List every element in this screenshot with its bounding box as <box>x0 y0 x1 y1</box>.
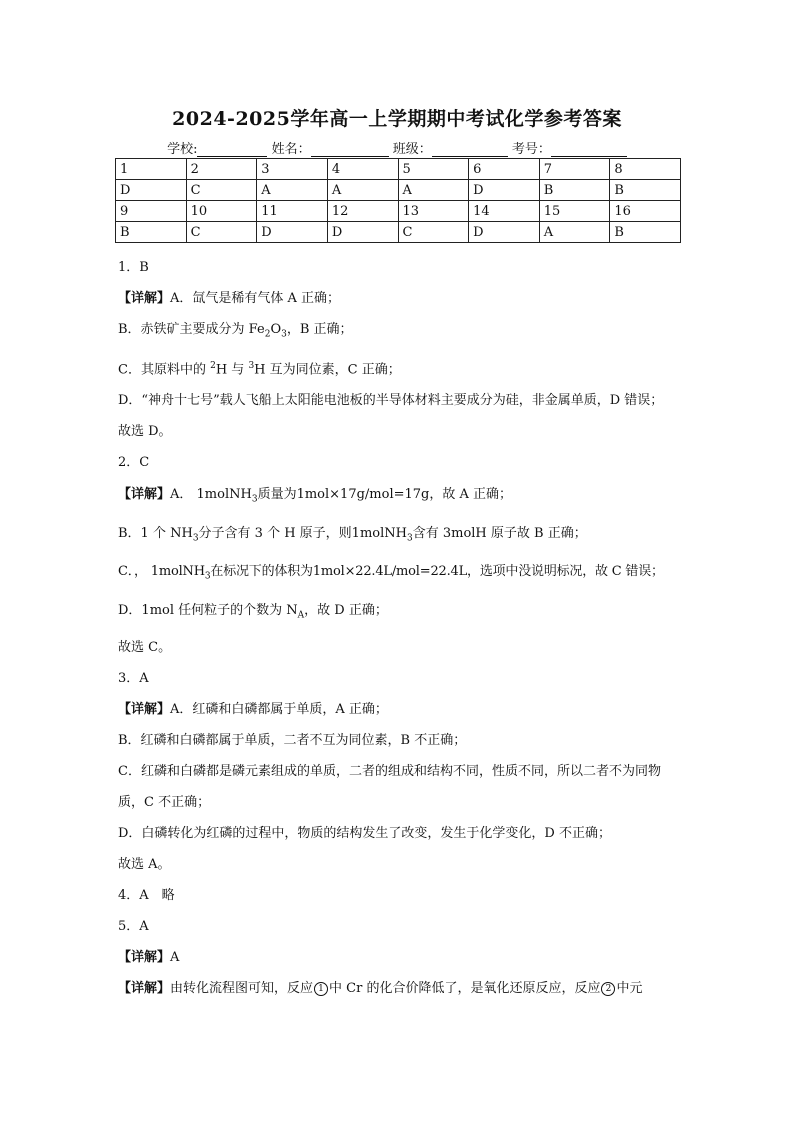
table-cell: C <box>186 222 257 243</box>
q1-option-b: B．赤铁矿主要成分为 $Fe_2O_3$，B 正确； <box>118 322 353 340</box>
table-cell: 9 <box>116 201 187 222</box>
q1-option-a: 【详解】A．氙气是稀有气体 A 正确； <box>118 291 341 306</box>
q5-answer: 5．A <box>118 919 149 935</box>
table-cell: 5 <box>398 159 469 180</box>
class-blank[interactable] <box>432 142 508 157</box>
q3-answer: 3．A <box>118 671 149 687</box>
q2-option-a: 【详解】A． 1molNH$_3$质量为1mol×17g/mol=17g，故 A 正确； <box>118 486 513 505</box>
explain-tag: 【详解】 <box>118 291 171 306</box>
circled-number: 2 <box>601 982 615 996</box>
q3-option-a: 【详解】A．红磷和白磷都属于单质，A 正确； <box>118 702 388 718</box>
table-cell: A <box>327 180 398 201</box>
table-row <box>116 222 681 243</box>
table-cell: 8 <box>610 159 681 180</box>
name-blank[interactable] <box>311 142 389 157</box>
table-cell: 3 <box>257 159 328 180</box>
q2-option-b: B．1 个 $NH_3$分子含有 3 个 H 原子，则1molNH$_3$含有 3molH 原子故 B 正确； <box>118 525 587 544</box>
table-cell: 6 <box>469 159 540 180</box>
q2-answer: 2．C <box>118 454 150 470</box>
q3-option-c: C．红磷和白磷都是磷元素组成的单质，二者的组成和结构不同，性质不同，所以二者不为同物质，C 不正确； <box>118 764 661 811</box>
q3-option-b: B．红磷和白磷都属于单质，二者不互为同位素，B 不正确； <box>118 733 467 749</box>
table-cell: B <box>539 180 610 201</box>
number-blank[interactable] <box>551 142 627 157</box>
number-label: 考号： <box>511 142 551 157</box>
table-cell: 14 <box>469 201 540 222</box>
table-cell: 4 <box>327 159 398 180</box>
table-cell: B <box>610 180 681 201</box>
answer-table <box>115 158 681 243</box>
table-cell: 10 <box>186 201 257 222</box>
table-cell: 16 <box>610 201 681 222</box>
explain-tag: 【详解】 <box>118 486 171 502</box>
table-cell: 1 <box>116 159 187 180</box>
table-cell: 11 <box>257 201 328 222</box>
table-row <box>116 201 681 222</box>
name-label: 姓名： <box>271 142 311 157</box>
table-cell: B <box>116 222 187 243</box>
q2-option-d: D．1mol 任何粒子的个数为 $N_A$，故 D 正确； <box>118 602 388 621</box>
table-cell: 13 <box>398 201 469 222</box>
table-cell: 7 <box>539 159 610 180</box>
circled-number: 1 <box>314 982 328 996</box>
table-cell: C <box>186 180 257 201</box>
table-cell: 12 <box>327 201 398 222</box>
table-cell: D <box>469 180 540 201</box>
explanations <box>118 252 683 1004</box>
q3-option-d: D．白磷转化为红磷的过程中，物质的结构发生了改变，发生于化学变化，D 不正确； <box>118 826 611 842</box>
q5-explain-2: 【详解】由转化流程图可知，反应 1 中 Cr 的化合价降低了，是氧化还原反应，反应 2 中元 <box>118 981 643 997</box>
table-cell: 15 <box>539 201 610 222</box>
table-cell: A <box>257 180 328 201</box>
table-cell: 2 <box>186 159 257 180</box>
table-cell: D <box>116 180 187 201</box>
q2-conclusion: 故选 C。 <box>118 640 172 656</box>
student-info-line <box>0 138 794 157</box>
q4-answer: 4．A 略 <box>118 888 175 904</box>
explain-tag: 【详解】 <box>118 702 171 718</box>
table-cell: D <box>327 222 398 243</box>
q2-option-c: C．， 1molNH$_3$在标况下的体积为1mol×22.4L/mol=22.4L，选项中没说明标况，故 C 错误； <box>118 564 664 582</box>
table-cell: C <box>398 222 469 243</box>
q1-conclusion: 故选 D。 <box>118 423 172 439</box>
table-row <box>116 180 681 201</box>
school-blank[interactable] <box>197 142 267 157</box>
q3-conclusion: 故选 A。 <box>118 857 171 873</box>
q5-explain-1: 【详解】A <box>118 950 180 966</box>
page-title: 2024-2025学年高一上学期期中考试化学参考答案 <box>172 108 622 130</box>
school-label: 学校: <box>167 142 198 157</box>
q1-option-d: D．“神舟十七号”载人飞船上太阳能电池板的半导体材料主要成分为硅，非金属单质，D 错误； <box>118 392 664 408</box>
explain-tag: 【详解】 <box>118 950 171 966</box>
explain-tag: 【详解】 <box>118 981 171 997</box>
table-cell: B <box>610 222 681 243</box>
table-row <box>116 159 681 180</box>
table-cell: D <box>257 222 328 243</box>
table-cell: D <box>469 222 540 243</box>
table-cell: A <box>539 222 610 243</box>
class-label: 班级： <box>392 142 432 157</box>
q1-answer: 1．B <box>118 260 149 275</box>
table-cell: A <box>398 180 469 201</box>
q1-option-c: C．其原料中的 $^2$H 与 $^3$H 互为同位素，C 正确； <box>118 360 401 377</box>
